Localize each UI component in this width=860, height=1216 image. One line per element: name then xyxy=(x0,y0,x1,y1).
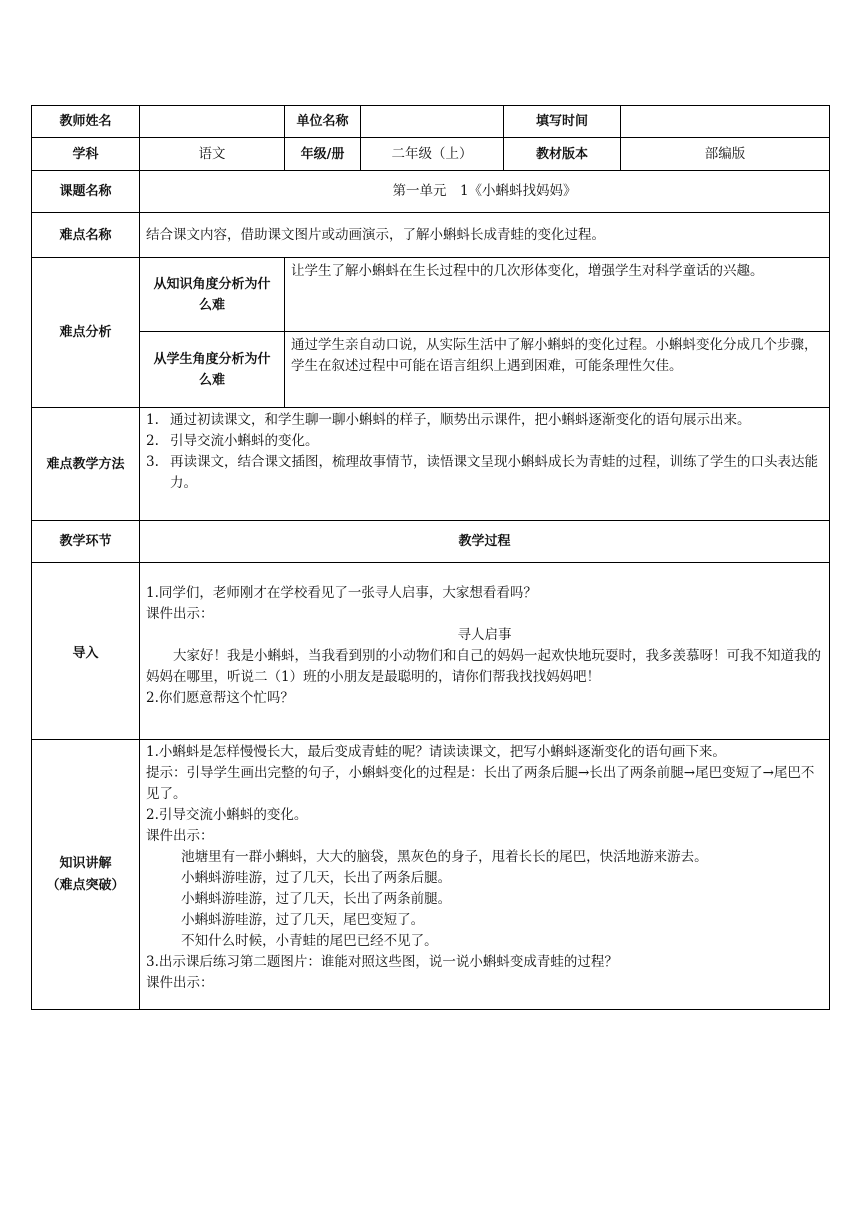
difficulty-value: 结合课文内容，借助课文图片或动画演示，了解小蝌蚪长成青蛙的变化过程。 xyxy=(140,213,830,258)
edition-value: 部编版 xyxy=(621,138,830,171)
knowledge-p4: 课件出示： xyxy=(146,828,214,844)
analysis-label: 难点分析 xyxy=(32,258,140,408)
intro-line-1: 1.同学们，老师刚才在学校看见了一张寻人启事，大家想看看吗？ xyxy=(146,585,537,601)
edition-label: 教材版本 xyxy=(504,138,621,171)
row-topic xyxy=(32,171,830,213)
grade-label: 年级/册 xyxy=(285,138,361,171)
knowledge-content xyxy=(140,740,830,1010)
intro-label: 导入 xyxy=(32,563,140,740)
subject-label: 学科 xyxy=(32,138,140,171)
method-item: 3. 再读课文，结合课文插图，梳理故事情节，读悟课文呈现小蝌蚪成长为青蛙的过程，训练了学生的口头表达能力。 xyxy=(146,454,818,491)
row-analysis-student xyxy=(32,332,830,408)
knowledge-label xyxy=(32,740,140,1010)
intro-line-3: 2.你们愿意帮这个忙吗？ xyxy=(146,690,294,706)
method-item: 2. 引导交流小蝌蚪的变化。 xyxy=(146,433,319,449)
intro-line-2: 课件出示： xyxy=(146,606,214,622)
process-header: 教学过程 xyxy=(140,521,830,563)
row-analysis-knowledge xyxy=(32,258,830,332)
knowledge-s5: 不知什么时候，小青蛙的尾巴已经不见了。 xyxy=(181,933,438,949)
knowledge-angle-value: 让学生了解小蝌蚪在生长过程中的几次形体变化，增强学生对科学童话的兴趣。 xyxy=(285,258,830,332)
intro-content xyxy=(140,563,830,740)
method-item: 1. 通过初读课文，和学生聊一聊小蝌蚪的样子，顺势出示课件，把小蝌蚪逐渐变化的语句展示出来。 xyxy=(146,412,751,428)
unit-label: 单位名称 xyxy=(285,106,361,138)
knowledge-p6: 课件出示： xyxy=(146,975,214,991)
row-process-header xyxy=(32,521,830,563)
row-knowledge xyxy=(32,740,830,1010)
knowledge-p1: 1.小蝌蚪是怎样慢慢长大，最后变成青蛙的呢？请读读课文，把写小蝌蚪逐渐变化的语句画下来。 xyxy=(146,744,726,760)
knowledge-p2: 提示：引导学生画出完整的句子，小蝌蚪变化的过程是：长出了两条后腿→长出了两条前腿→尾巴变短了→尾巴不见了。 xyxy=(146,765,815,802)
methods-list xyxy=(140,408,829,496)
date-value xyxy=(621,106,830,138)
date-label: 填写时间 xyxy=(504,106,621,138)
lesson-plan-sheet xyxy=(31,105,829,1010)
knowledge-angle-label: 从知识角度分析为什么难 xyxy=(140,258,285,332)
knowledge-label-line2: （难点突破） xyxy=(46,877,125,893)
topic-value: 第一单元 1《小蝌蚪找妈妈》 xyxy=(140,171,830,213)
knowledge-s2: 小蝌蚪游哇游，过了几天，长出了两条后腿。 xyxy=(181,870,452,886)
methods-label: 难点教学方法 xyxy=(32,408,140,521)
knowledge-s3: 小蝌蚪游哇游，过了几天，长出了两条前腿。 xyxy=(181,891,452,907)
student-angle-label: 从学生角度分析为什么难 xyxy=(140,332,285,408)
student-angle-value: 通过学生亲自动口说，从实际生活中了解小蝌蚪的变化过程。小蝌蚪变化分成几个步骤，学生在叙述过程中可能在语言组织上遇到困难，可能条理性欠佳。 xyxy=(285,332,830,408)
knowledge-s4: 小蝌蚪游哇游，过了几天，尾巴变短了。 xyxy=(181,912,425,928)
unit-value xyxy=(361,106,504,138)
difficulty-label: 难点名称 xyxy=(32,213,140,258)
knowledge-s1: 池塘里有一群小蝌蚪，大大的脑袋，黑灰色的身子，甩着长长的尾巴，快活地游来游去。 xyxy=(181,849,708,865)
lesson-plan-table xyxy=(31,105,830,1010)
grade-value: 二年级（上） xyxy=(361,138,504,171)
notice-title: 寻人启事 xyxy=(457,627,512,643)
row-methods xyxy=(32,408,830,521)
stage-header: 教学环节 xyxy=(32,521,140,563)
row-subject-info xyxy=(32,138,830,171)
row-teacher-info xyxy=(32,106,830,138)
notice-body: 大家好！我是小蝌蚪，当我看到别的小动物们和自己的妈妈一起欢快地玩耍时，我多羡慕呀！可我不知道我的妈妈在哪里，听说二（1）班的小朋友是最聪明的，请你们帮我找找妈妈吧！ xyxy=(146,648,821,685)
row-intro xyxy=(32,563,830,740)
teacher-name-value xyxy=(140,106,285,138)
knowledge-p5: 3.出示课后练习第二题图片：谁能对照这些图，说一说小蝌蚪变成青蛙的过程？ xyxy=(146,954,618,970)
teacher-name-label: 教师姓名 xyxy=(32,106,140,138)
methods-content xyxy=(140,408,830,521)
topic-label: 课题名称 xyxy=(32,171,140,213)
row-difficulty xyxy=(32,213,830,258)
knowledge-label-line1: 知识讲解 xyxy=(59,855,112,871)
subject-value: 语文 xyxy=(140,138,285,171)
knowledge-p3: 2.引导交流小蝌蚪的变化。 xyxy=(146,807,308,823)
